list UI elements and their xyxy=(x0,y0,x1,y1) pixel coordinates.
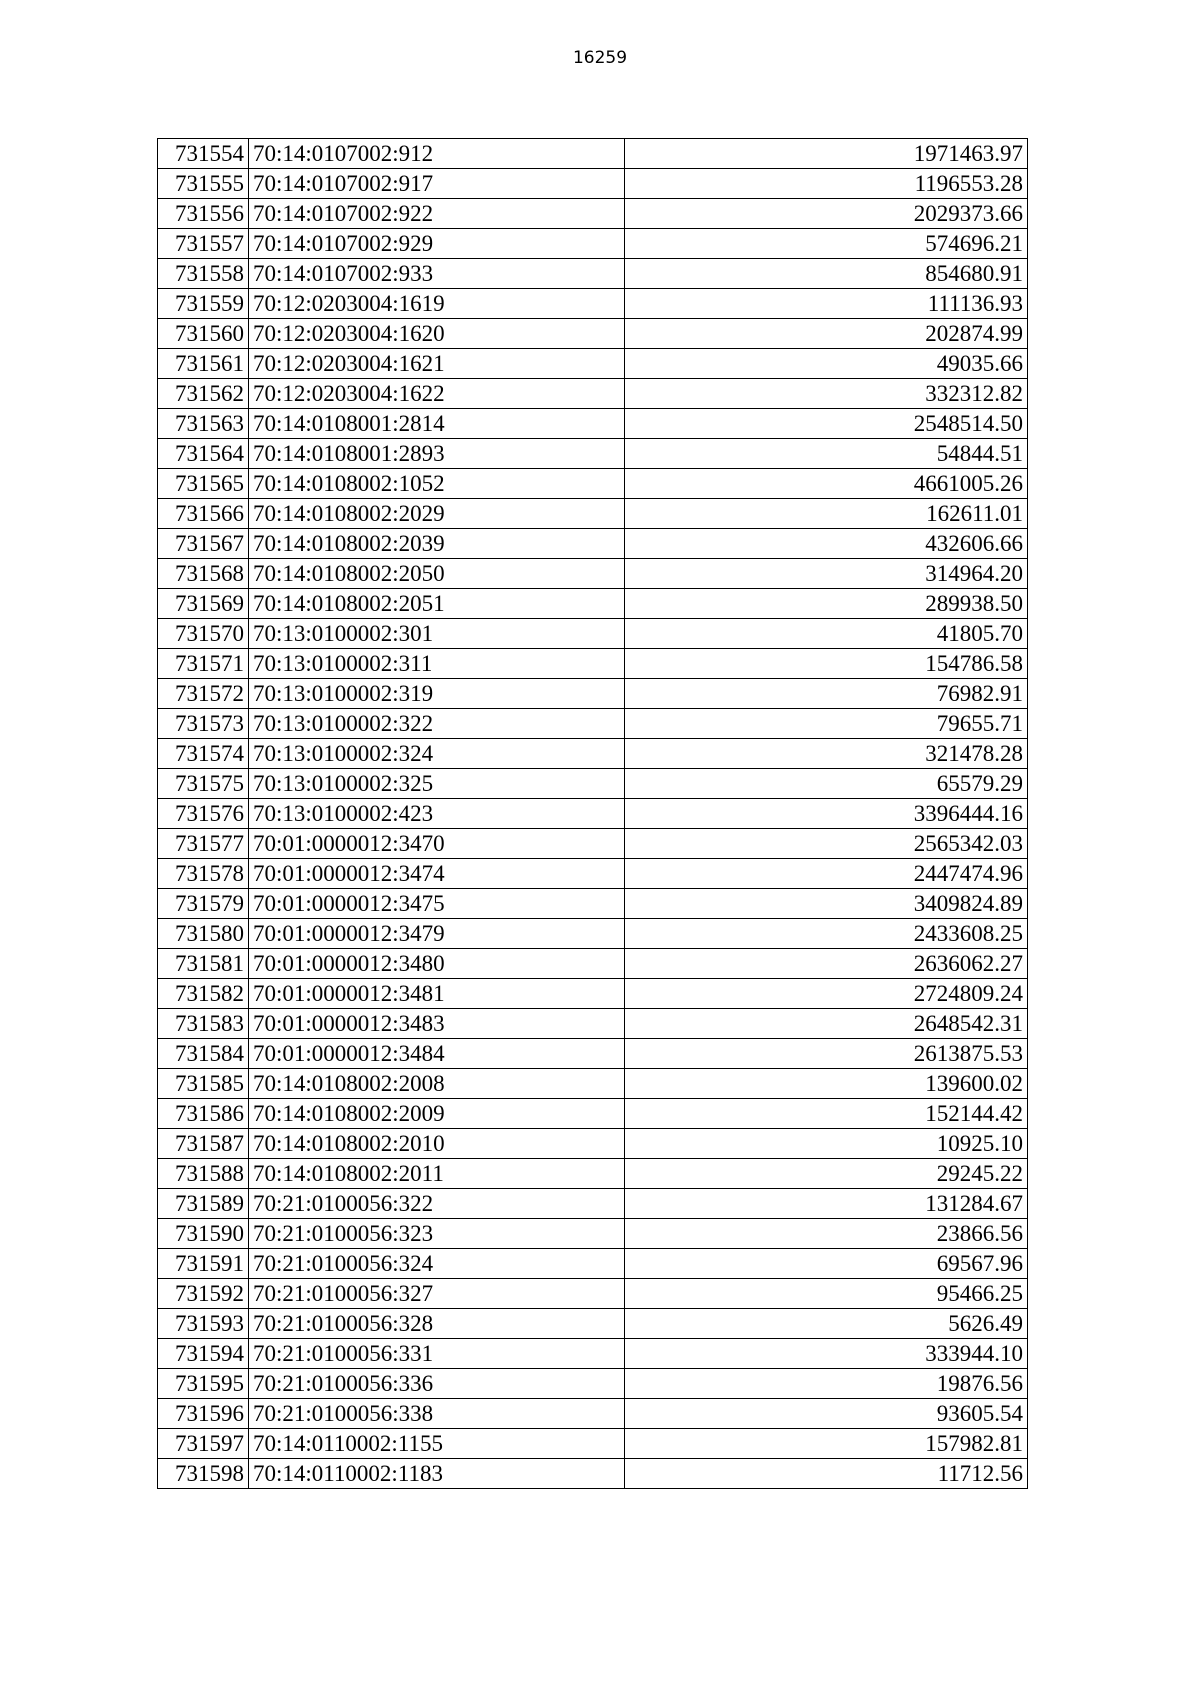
cadastral-value-cell: 854680.91 xyxy=(625,259,1028,289)
row-number-cell: 731556 xyxy=(158,199,249,229)
cadastral-number-cell: 70:13:0100002:324 xyxy=(249,739,625,769)
row-number-cell: 731595 xyxy=(158,1369,249,1399)
row-number-cell: 731572 xyxy=(158,679,249,709)
cadastral-number-cell: 70:14:0107002:922 xyxy=(249,199,625,229)
table-row xyxy=(158,289,1028,319)
table-row xyxy=(158,1429,1028,1459)
table-row xyxy=(158,1369,1028,1399)
cadastral-value-cell: 202874.99 xyxy=(625,319,1028,349)
cadastral-number-cell: 70:14:0108002:2039 xyxy=(249,529,625,559)
cadastral-number-cell: 70:13:0100002:423 xyxy=(249,799,625,829)
cadastral-value-cell: 95466.25 xyxy=(625,1279,1028,1309)
cadastral-number-cell: 70:12:0203004:1622 xyxy=(249,379,625,409)
table-row xyxy=(158,169,1028,199)
table-row xyxy=(158,739,1028,769)
row-number-cell: 731593 xyxy=(158,1309,249,1339)
cadastral-value-cell: 2613875.53 xyxy=(625,1039,1028,1069)
row-number-cell: 731571 xyxy=(158,649,249,679)
row-number-cell: 731585 xyxy=(158,1069,249,1099)
cadastral-number-cell: 70:21:0100056:336 xyxy=(249,1369,625,1399)
table-row xyxy=(158,919,1028,949)
cadastral-value-cell: 2636062.27 xyxy=(625,949,1028,979)
cadastral-value-cell: 289938.50 xyxy=(625,589,1028,619)
row-number-cell: 731562 xyxy=(158,379,249,409)
cadastral-number-cell: 70:01:0000012:3479 xyxy=(249,919,625,949)
row-number-cell: 731596 xyxy=(158,1399,249,1429)
table-row xyxy=(158,1039,1028,1069)
row-number-cell: 731569 xyxy=(158,589,249,619)
cadastral-value-cell: 162611.01 xyxy=(625,499,1028,529)
table-row xyxy=(158,1009,1028,1039)
table-row xyxy=(158,259,1028,289)
row-number-cell: 731575 xyxy=(158,769,249,799)
cadastral-number-cell: 70:01:0000012:3475 xyxy=(249,889,625,919)
cadastral-value-cell: 314964.20 xyxy=(625,559,1028,589)
cadastral-number-cell: 70:21:0100056:328 xyxy=(249,1309,625,1339)
cadastral-number-cell: 70:01:0000012:3480 xyxy=(249,949,625,979)
table-row xyxy=(158,649,1028,679)
cadastral-value-cell: 41805.70 xyxy=(625,619,1028,649)
cadastral-number-cell: 70:14:0108002:2010 xyxy=(249,1129,625,1159)
row-number-cell: 731557 xyxy=(158,229,249,259)
table-row xyxy=(158,409,1028,439)
cadastral-number-cell: 70:12:0203004:1620 xyxy=(249,319,625,349)
table-row xyxy=(158,139,1028,169)
row-number-cell: 731579 xyxy=(158,889,249,919)
cadastral-number-cell: 70:21:0100056:331 xyxy=(249,1339,625,1369)
cadastral-value-cell: 157982.81 xyxy=(625,1429,1028,1459)
table-row xyxy=(158,1129,1028,1159)
table-row xyxy=(158,229,1028,259)
table-row xyxy=(158,709,1028,739)
row-number-cell: 731568 xyxy=(158,559,249,589)
cadastral-value-cell: 3396444.16 xyxy=(625,799,1028,829)
cadastral-value-cell: 4661005.26 xyxy=(625,469,1028,499)
row-number-cell: 731590 xyxy=(158,1219,249,1249)
cadastral-value-cell: 2548514.50 xyxy=(625,409,1028,439)
row-number-cell: 731573 xyxy=(158,709,249,739)
table-row xyxy=(158,769,1028,799)
cadastral-value-cell: 23866.56 xyxy=(625,1219,1028,1249)
cadastral-number-cell: 70:14:0108001:2814 xyxy=(249,409,625,439)
table-row xyxy=(158,1219,1028,1249)
row-number-cell: 731559 xyxy=(158,289,249,319)
cadastral-value-cell: 19876.56 xyxy=(625,1369,1028,1399)
row-number-cell: 731583 xyxy=(158,1009,249,1039)
row-number-cell: 731558 xyxy=(158,259,249,289)
cadastral-number-cell: 70:21:0100056:327 xyxy=(249,1279,625,1309)
row-number-cell: 731555 xyxy=(158,169,249,199)
cadastral-value-cell: 76982.91 xyxy=(625,679,1028,709)
cadastral-number-cell: 70:21:0100056:338 xyxy=(249,1399,625,1429)
cadastral-value-table xyxy=(157,138,1028,1489)
row-number-cell: 731570 xyxy=(158,619,249,649)
row-number-cell: 731580 xyxy=(158,919,249,949)
cadastral-value-cell: 2029373.66 xyxy=(625,199,1028,229)
cadastral-value-cell: 54844.51 xyxy=(625,439,1028,469)
table-row xyxy=(158,799,1028,829)
cadastral-value-cell: 111136.93 xyxy=(625,289,1028,319)
table-row xyxy=(158,589,1028,619)
row-number-cell: 731598 xyxy=(158,1459,249,1489)
cadastral-value-cell: 2565342.03 xyxy=(625,829,1028,859)
cadastral-value-cell: 321478.28 xyxy=(625,739,1028,769)
table-row xyxy=(158,439,1028,469)
row-number-cell: 731582 xyxy=(158,979,249,1009)
cadastral-value-cell: 154786.58 xyxy=(625,649,1028,679)
cadastral-number-cell: 70:21:0100056:323 xyxy=(249,1219,625,1249)
row-number-cell: 731594 xyxy=(158,1339,249,1369)
table-row xyxy=(158,379,1028,409)
row-number-cell: 731589 xyxy=(158,1189,249,1219)
table-row xyxy=(158,529,1028,559)
table-row xyxy=(158,559,1028,589)
cadastral-number-cell: 70:14:0108002:2050 xyxy=(249,559,625,589)
row-number-cell: 731597 xyxy=(158,1429,249,1459)
cadastral-value-cell: 139600.02 xyxy=(625,1069,1028,1099)
table-row xyxy=(158,199,1028,229)
table-row xyxy=(158,1399,1028,1429)
cadastral-value-cell: 131284.67 xyxy=(625,1189,1028,1219)
cadastral-number-cell: 70:14:0108002:2009 xyxy=(249,1099,625,1129)
row-number-cell: 731566 xyxy=(158,499,249,529)
row-number-cell: 731584 xyxy=(158,1039,249,1069)
cadastral-value-cell: 1196553.28 xyxy=(625,169,1028,199)
cadastral-value-cell: 333944.10 xyxy=(625,1339,1028,1369)
cadastral-number-cell: 70:01:0000012:3481 xyxy=(249,979,625,1009)
cadastral-number-cell: 70:14:0108002:2008 xyxy=(249,1069,625,1099)
table-row xyxy=(158,1459,1028,1489)
table-row xyxy=(158,1069,1028,1099)
cadastral-number-cell: 70:14:0110002:1183 xyxy=(249,1459,625,1489)
row-number-cell: 731563 xyxy=(158,409,249,439)
cadastral-number-cell: 70:01:0000012:3470 xyxy=(249,829,625,859)
cadastral-value-cell: 11712.56 xyxy=(625,1459,1028,1489)
cadastral-number-cell: 70:14:0108002:2011 xyxy=(249,1159,625,1189)
table-row xyxy=(158,469,1028,499)
table-body xyxy=(158,139,1028,1489)
row-number-cell: 731561 xyxy=(158,349,249,379)
row-number-cell: 731565 xyxy=(158,469,249,499)
cadastral-value-cell: 69567.96 xyxy=(625,1249,1028,1279)
table-row xyxy=(158,679,1028,709)
cadastral-number-cell: 70:01:0000012:3484 xyxy=(249,1039,625,1069)
row-number-cell: 731576 xyxy=(158,799,249,829)
row-number-cell: 731592 xyxy=(158,1279,249,1309)
cadastral-value-cell: 1971463.97 xyxy=(625,139,1028,169)
table-row xyxy=(158,829,1028,859)
table-row xyxy=(158,1279,1028,1309)
table-row xyxy=(158,1249,1028,1279)
row-number-cell: 731564 xyxy=(158,439,249,469)
row-number-cell: 731586 xyxy=(158,1099,249,1129)
cadastral-number-cell: 70:14:0107002:917 xyxy=(249,169,625,199)
table-row xyxy=(158,1339,1028,1369)
cadastral-number-cell: 70:14:0108002:2051 xyxy=(249,589,625,619)
cadastral-value-cell: 10925.10 xyxy=(625,1129,1028,1159)
row-number-cell: 731587 xyxy=(158,1129,249,1159)
table-row xyxy=(158,1309,1028,1339)
cadastral-number-cell: 70:14:0110002:1155 xyxy=(249,1429,625,1459)
cadastral-value-cell: 49035.66 xyxy=(625,349,1028,379)
table-row xyxy=(158,319,1028,349)
row-number-cell: 731578 xyxy=(158,859,249,889)
cadastral-value-cell: 3409824.89 xyxy=(625,889,1028,919)
cadastral-number-cell: 70:12:0203004:1619 xyxy=(249,289,625,319)
row-number-cell: 731560 xyxy=(158,319,249,349)
cadastral-value-cell: 5626.49 xyxy=(625,1309,1028,1339)
cadastral-value-cell: 432606.66 xyxy=(625,529,1028,559)
cadastral-number-cell: 70:14:0108002:2029 xyxy=(249,499,625,529)
cadastral-number-cell: 70:14:0108002:1052 xyxy=(249,469,625,499)
page-number: 16259 xyxy=(572,48,628,68)
table-row xyxy=(158,979,1028,1009)
row-number-cell: 731577 xyxy=(158,829,249,859)
table-row xyxy=(158,619,1028,649)
cadastral-number-cell: 70:21:0100056:324 xyxy=(249,1249,625,1279)
cadastral-value-cell: 152144.42 xyxy=(625,1099,1028,1129)
row-number-cell: 731554 xyxy=(158,139,249,169)
cadastral-value-cell: 79655.71 xyxy=(625,709,1028,739)
cadastral-value-cell: 2648542.31 xyxy=(625,1009,1028,1039)
cadastral-value-cell: 574696.21 xyxy=(625,229,1028,259)
cadastral-value-cell: 93605.54 xyxy=(625,1399,1028,1429)
table-row xyxy=(158,889,1028,919)
table-row xyxy=(158,1099,1028,1129)
table-row xyxy=(158,949,1028,979)
table-row xyxy=(158,859,1028,889)
cadastral-number-cell: 70:01:0000012:3474 xyxy=(249,859,625,889)
cadastral-number-cell: 70:14:0107002:929 xyxy=(249,229,625,259)
cadastral-value-cell: 29245.22 xyxy=(625,1159,1028,1189)
cadastral-value-cell: 2447474.96 xyxy=(625,859,1028,889)
row-number-cell: 731574 xyxy=(158,739,249,769)
table-row xyxy=(158,349,1028,379)
table-row xyxy=(158,499,1028,529)
cadastral-number-cell: 70:13:0100002:322 xyxy=(249,709,625,739)
cadastral-value-cell: 332312.82 xyxy=(625,379,1028,409)
row-number-cell: 731591 xyxy=(158,1249,249,1279)
cadastral-value-cell: 65579.29 xyxy=(625,769,1028,799)
cadastral-number-cell: 70:13:0100002:311 xyxy=(249,649,625,679)
cadastral-number-cell: 70:14:0107002:933 xyxy=(249,259,625,289)
cadastral-number-cell: 70:12:0203004:1621 xyxy=(249,349,625,379)
cadastral-number-cell: 70:13:0100002:319 xyxy=(249,679,625,709)
cadastral-number-cell: 70:21:0100056:322 xyxy=(249,1189,625,1219)
row-number-cell: 731567 xyxy=(158,529,249,559)
table-row xyxy=(158,1189,1028,1219)
cadastral-number-cell: 70:13:0100002:301 xyxy=(249,619,625,649)
cadastral-number-cell: 70:14:0107002:912 xyxy=(249,139,625,169)
cadastral-value-cell: 2433608.25 xyxy=(625,919,1028,949)
cadastral-number-cell: 70:01:0000012:3483 xyxy=(249,1009,625,1039)
row-number-cell: 731581 xyxy=(158,949,249,979)
cadastral-value-cell: 2724809.24 xyxy=(625,979,1028,1009)
table-row xyxy=(158,1159,1028,1189)
row-number-cell: 731588 xyxy=(158,1159,249,1189)
cadastral-number-cell: 70:14:0108001:2893 xyxy=(249,439,625,469)
cadastral-number-cell: 70:13:0100002:325 xyxy=(249,769,625,799)
